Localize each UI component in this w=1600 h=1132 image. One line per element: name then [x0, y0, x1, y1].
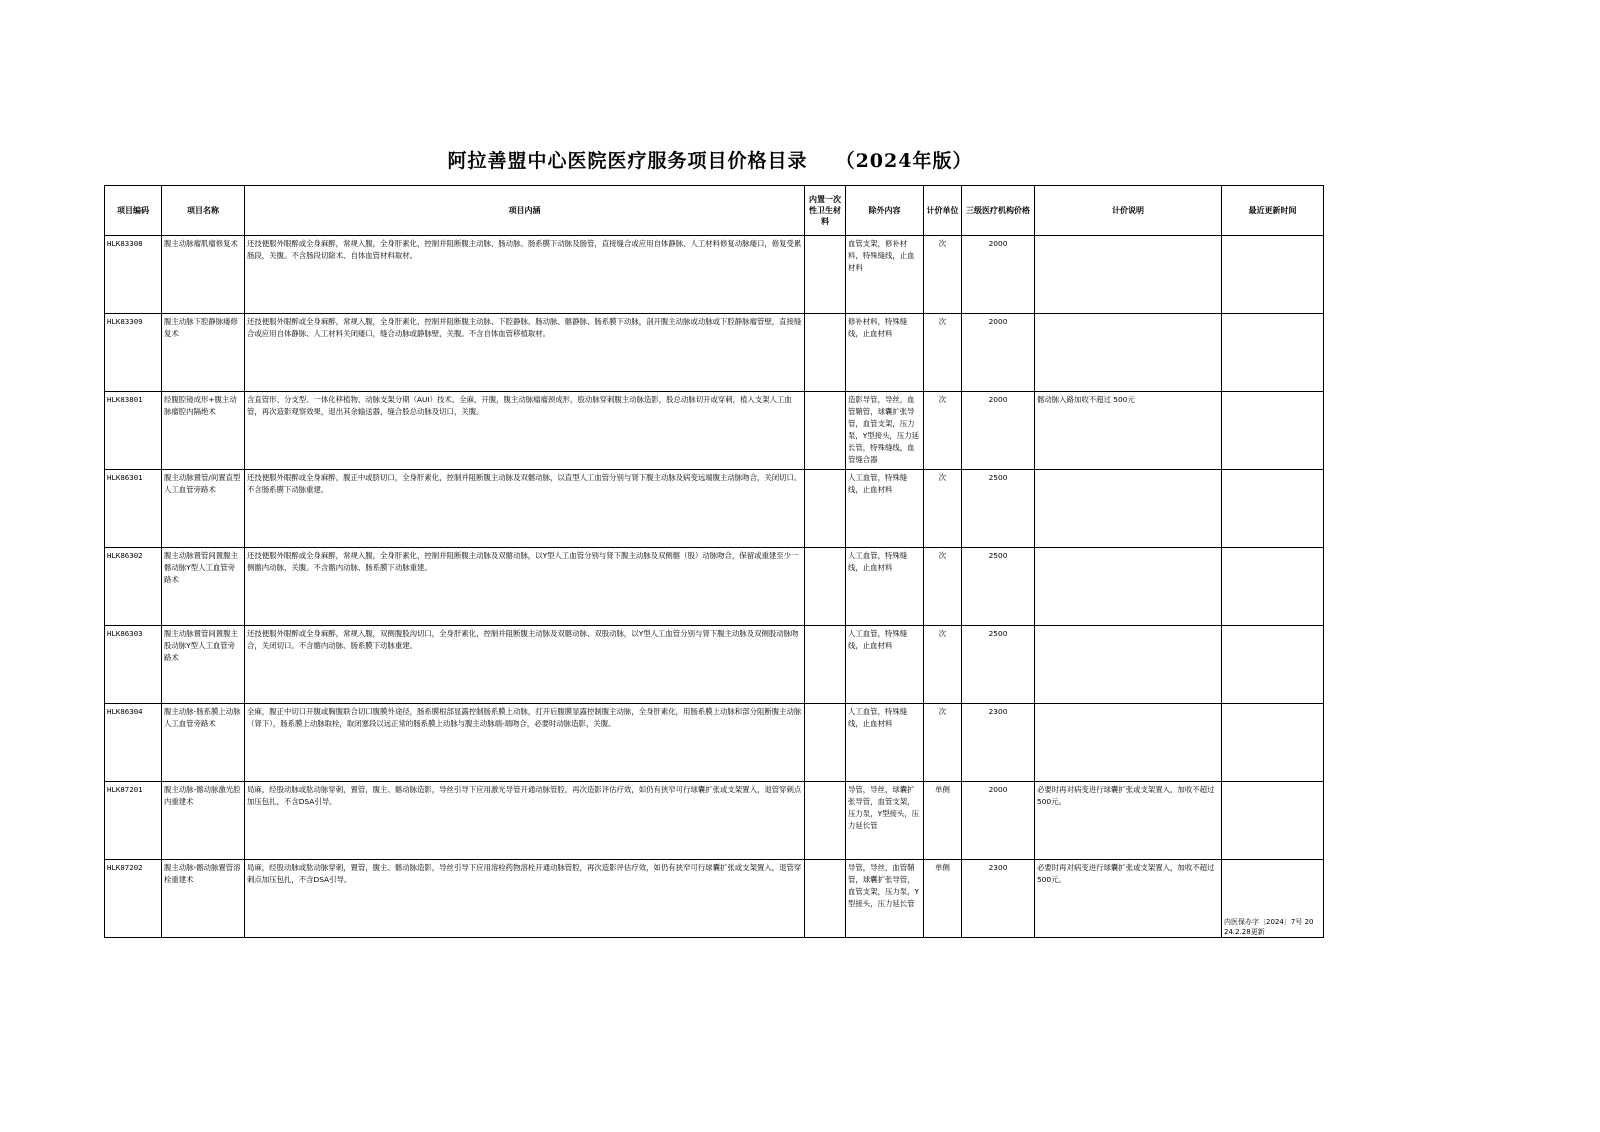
cell-content: 还技便服外眼醉或全身麻醉，常规入腹，双侧腹股沟切口，全身肝素化，控制并阻断腹主动脉及双髂动脉、双股动脉，以Y型人工血管分别与肾下腹主动脉及双侧股动脉吻合，关闭切口。不含髂内动脉、肠系膜下动脉重建。 — [245, 626, 805, 704]
cell-unit: 次 — [924, 314, 962, 392]
cell-unit: 次 — [924, 548, 962, 626]
cell-note: 髂动脉入路加收不超过 500元 — [1035, 392, 1222, 470]
cell-content: 还技便服外眼醉或全身麻醉，常规入腹，全身肝素化，控制并阻断腹主动脉、下腔静脉、肠动脉、髂静脉、肠系膜下动脉，剖开腹主动脉或动脉或下腔静脉瘤管壁，直接缝合或应用自体静脉、人工材料关闭瘘口，缝合动脉或静脉壁，关腹。不含自体血管移植取材。 — [245, 314, 805, 392]
cell-code: HLK86304 — [105, 704, 162, 782]
cell-unit: 单侧 — [924, 782, 962, 860]
cell-disposable — [805, 392, 846, 470]
cell-excluded: 导管，导丝，球囊扩张导管，血管支架，压力泵，Y型接头，压力延长管 — [846, 782, 924, 860]
table-row — [105, 314, 1324, 392]
cell-content: 局麻，经股动脉或肱动脉穿刺，置管，腹主、髂动脉造影，导丝引导下应用激光导管开通动脉管腔，再次造影评估疗效，如仍有狭窄可行球囊扩张或支架置入，退管穿刺点加压包扎，不含DSA引导。 — [245, 782, 805, 860]
cell-price: 2300 — [962, 704, 1035, 782]
cell-updated — [1222, 860, 1324, 938]
cell-excluded: 人工血管，特殊缝线，止血材料 — [846, 626, 924, 704]
cell-code: HLK86301 — [105, 470, 162, 548]
cell-disposable — [805, 236, 846, 314]
cell-updated — [1222, 626, 1324, 704]
header-note: 计价说明 — [1035, 186, 1222, 236]
cell-note: 必要时再对病变进行球囊扩张或支架置入，加收不超过500元。 — [1035, 782, 1222, 860]
table-row — [105, 392, 1324, 470]
cell-excluded: 导管，导丝，血管鞘管，球囊扩张导管，血管支架，压力泵，Y型接头，压力延长管 — [846, 860, 924, 938]
cell-unit: 次 — [924, 470, 962, 548]
cell-unit: 次 — [924, 704, 962, 782]
cell-note — [1035, 626, 1222, 704]
cell-name: 腹主动脉下腔静脉瘘修复术 — [162, 314, 245, 392]
cell-updated — [1222, 782, 1324, 860]
header-price: 三级医疗机构价格 — [962, 186, 1035, 236]
table-row — [105, 548, 1324, 626]
table-row — [105, 626, 1324, 704]
cell-name: 腹主动脉瘤肌瘤修复术 — [162, 236, 245, 314]
cell-name: 腹主动脉-髂动脉激光腔内重建术 — [162, 782, 245, 860]
cell-price: 2000 — [962, 392, 1035, 470]
cell-code: HLK86302 — [105, 548, 162, 626]
cell-name: 经腹腔镜成形+腹主动脉瘤腔内隔绝术 — [162, 392, 245, 470]
cell-excluded: 人工血管，特殊缝线，止血材料 — [846, 548, 924, 626]
cell-name: 腹主动脉-肠系膜上动脉人工血管旁路术 — [162, 704, 245, 782]
header-unit: 计价单位 — [924, 186, 962, 236]
cell-updated — [1222, 548, 1324, 626]
table-row — [105, 470, 1324, 548]
cell-excluded: 造影导管，导丝，血管鞘管，球囊扩张导管，血管支架，压力泵，Y型接头，压力延长管，特殊缝线，血管缝合器 — [846, 392, 924, 470]
cell-unit: 次 — [924, 392, 962, 470]
cell-note — [1035, 314, 1222, 392]
cell-note — [1035, 548, 1222, 626]
title-version: （2024年版） — [835, 150, 973, 172]
cell-content: 全麻，腹正中切口开腹或胸腹联合切口腹膜外途径，肠系膜根部显露控制肠系膜上动脉，打开后腹膜显露控制腹主动脉，全身肝素化，用肠系膜上动脉和部分阻断腹主动脉（肾下），肠系膜上动脉取栓，取闭塞段以远正常的肠系膜上动脉与腹主动脉端-端吻合，必要时动脉造影，关腹。 — [245, 704, 805, 782]
cell-unit: 单侧 — [924, 860, 962, 938]
cell-code: HLK83309 — [105, 314, 162, 392]
cell-price: 2300 — [962, 860, 1035, 938]
title-main: 阿拉善盟中心医院医疗服务项目价格目录 — [447, 150, 808, 172]
cell-note: 必要时再对病变进行球囊扩张或支架置入，加收不超过500元。 — [1035, 860, 1222, 938]
cell-disposable — [805, 782, 846, 860]
cell-content: 还技便服外眼醉或全身麻醉，腹正中或脐切口，全身肝素化，控制并阻断腹主动脉及双髂动脉，以直型人工血管分别与肾下腹主动脉及病变远端腹主动脉吻合，关闭切口。不含肠系膜下动脉重建。 — [245, 470, 805, 548]
cell-disposable — [805, 704, 846, 782]
cell-disposable — [805, 470, 846, 548]
cell-updated — [1222, 704, 1324, 782]
cell-disposable — [805, 860, 846, 938]
cell-unit: 次 — [924, 626, 962, 704]
cell-code: HLK83801 — [105, 392, 162, 470]
cell-content: 局麻，经股动脉或肱动脉穿刺，置管，腹主、髂动脉造影，导丝引导下应用溶栓药物溶栓开通动脉管腔，再次造影评估疗效，如仍有狭窄可行球囊扩张或支架置入，退管穿刺点加压包扎，不含DSA引导。 — [245, 860, 805, 938]
cell-price: 2500 — [962, 470, 1035, 548]
cell-note — [1035, 470, 1222, 548]
cell-name: 腹主动脉-髂动脉置管溶栓重建术 — [162, 860, 245, 938]
cell-name: 腹主动脉置管间置腹主股动脉Y型人工血管旁路术 — [162, 626, 245, 704]
cell-code: HLK87202 — [105, 860, 162, 938]
header-disposable: 内置一次性卫生材料 — [805, 186, 846, 236]
header-name: 项目名称 — [162, 186, 245, 236]
cell-note — [1035, 236, 1222, 314]
header-row — [105, 186, 1324, 236]
header-excluded: 除外内容 — [846, 186, 924, 236]
cell-price: 2000 — [962, 782, 1035, 860]
table-row — [105, 782, 1324, 860]
page-title — [0, 146, 1420, 173]
cell-code: HLK86303 — [105, 626, 162, 704]
price-table — [104, 185, 1324, 938]
cell-name: 腹主动脉置管/间置直型人工血管旁路术 — [162, 470, 245, 548]
header-code: 项目编码 — [105, 186, 162, 236]
table-row — [105, 236, 1324, 314]
cell-price: 2500 — [962, 548, 1035, 626]
cell-content: 还技便服外眼醉或全身麻醉，常规入腹，全身肝素化，控制并阻断腹主动脉、肠动脉、肠系膜下动脉及肠管，直接缝合或应用自体静脉、人工材料修复动脉瘘口，修复受累肠段，关腹。不含肠段切除术、自体血管材料取材。 — [245, 236, 805, 314]
update-note: 内医保办字〔2024〕7号 2024.2.28更新 — [1224, 918, 1314, 936]
cell-price: 2500 — [962, 626, 1035, 704]
header-updated: 最近更新时间 — [1222, 186, 1324, 236]
cell-excluded: 人工血管，特殊缝线，止血材料 — [846, 704, 924, 782]
cell-updated — [1222, 392, 1324, 470]
cell-price: 2000 — [962, 314, 1035, 392]
cell-note — [1035, 704, 1222, 782]
cell-disposable — [805, 626, 846, 704]
cell-content: 还技便服外眼醉或全身麻醉，常规入腹，全身肝素化，控制并阻断腹主动脉及双髂动脉，以Y型人工血管分别与肾下腹主动脉及双侧髂（股）动脉吻合，保留或重建至少一侧髂内动脉，关腹。不含髂内动脉、肠系膜下动脉重建。 — [245, 548, 805, 626]
cell-content: 含直管形、分支型、一体化移植物、动脉支架分期（AUI）技术。全麻，开腹，腹主动脉瘤瘤颈成形，股动脉穿刺腹主动脉造影，股总动脉切开或穿刺，植入支架人工血管，再次造影观察效果，退出其余输送器，缝合股总动脉及切口，关腹。 — [245, 392, 805, 470]
cell-updated — [1222, 236, 1324, 314]
cell-unit: 次 — [924, 236, 962, 314]
table-row — [105, 704, 1324, 782]
table-row — [105, 860, 1324, 938]
cell-excluded: 人工血管，特殊缝线，止血材料 — [846, 470, 924, 548]
cell-disposable — [805, 314, 846, 392]
cell-name: 腹主动脉置管间置腹主髂动脉Y型人工血管旁路术 — [162, 548, 245, 626]
cell-code: HLK83308 — [105, 236, 162, 314]
cell-excluded: 血管支架，修补材料，特殊缝线，止血材料 — [846, 236, 924, 314]
cell-disposable — [805, 548, 846, 626]
cell-code: HLK87201 — [105, 782, 162, 860]
cell-price: 2000 — [962, 236, 1035, 314]
cell-updated — [1222, 470, 1324, 548]
cell-excluded: 修补材料，特殊缝线，止血材料 — [846, 314, 924, 392]
header-content: 项目内涵 — [245, 186, 805, 236]
cell-updated — [1222, 314, 1324, 392]
